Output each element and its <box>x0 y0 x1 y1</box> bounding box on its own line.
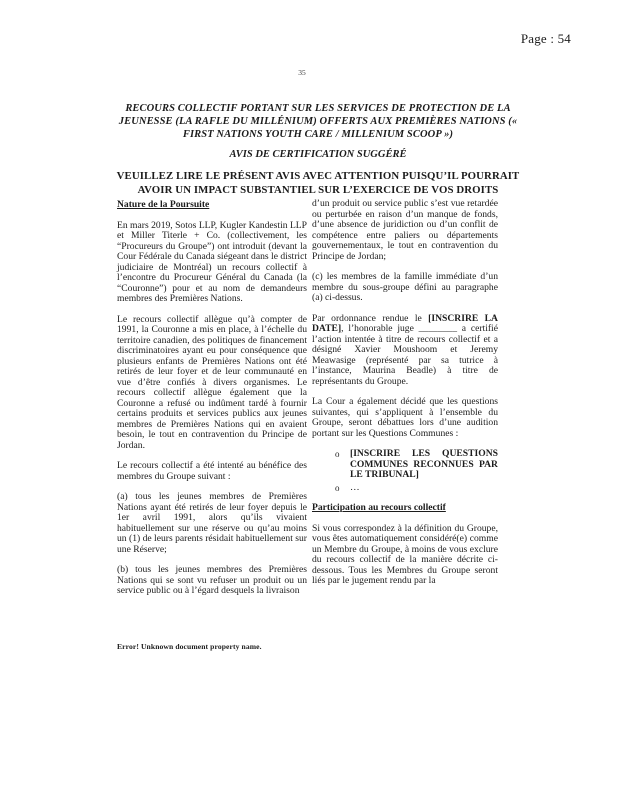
paragraph-common-questions-intro: La Cour a également décidé que les questions suivantes, qui s’appliquent à l’ensemble du Groupe, seront débattues lors d’une audition portant sur les Questions Communes : <box>312 396 498 439</box>
paragraph-participation: Si vous correspondez à la définition du Groupe, vous êtes automatiquement considéré(e) comme un Membre du Groupe, à moins de vous exclure du recours collectif de la manière décrite ci-dessous. Tous les Membres du Groupe seront liés par le jugement rendu par la <box>312 522 498 586</box>
list-item <box>312 483 498 494</box>
bullet-icon: o <box>335 482 340 493</box>
paragraph-allegations: Le recours collectif allègue qu’à compter de 1991, la Couronne a mis en place, à l’échelle du territoire canadien, des politiques de financement discriminatoires ayant eu pour conséquence que plusieurs enfants de Premières Nations ont été retirés de leur foyer et de leur communauté en vue d’être confiés à divers organismes. Le recours collectif allègue également que la Couronne a refusé ou indûment tardé à fournir certains produits et services publics aux jeunes membres de Premières Nations qui en avaient besoin, le tout en contravention du Principe de Jordan. <box>117 313 307 451</box>
bullet-icon: o <box>335 449 340 459</box>
order-text-pre: Par ordonnance rendue le <box>312 312 429 324</box>
internal-page-number: 35 <box>298 68 306 77</box>
paragraph-certification-order <box>312 314 498 388</box>
paragraph-item-b-continued: d’un produit ou service public s’est vue retardée ou perturbée en raison d’un manque de fonds, d’une absence de juridiction ou d’un conflit de compétence entre paliers ou départements gouvernementaux, le tout en contravention du Principe de Jordan; <box>312 198 498 262</box>
list-item <box>312 449 498 481</box>
section-heading-participation: Participation au recours collectif <box>312 502 446 513</box>
paragraph-intro: En mars 2019, Sotos LLP, Kugler Kandestin LLP et Miller Titerle + Co. (collectivement, les “Procureurs du Groupe”) ont introduit (devant la Cour Fédérale du Canada siégeant dans le district judiciaire de Montréal) un recours collectif à l’encontre du Procureur Général du Canada (la “Couronne”) pour et au nom de demandeurs membres des Premières Nations. <box>117 219 307 304</box>
right-column <box>312 199 498 597</box>
paragraph-group-intro: Le recours collectif a été intenté au bénéfice des membres du Groupe suivant : <box>117 460 307 482</box>
page-header-label: Page : 54 <box>520 31 571 46</box>
left-column <box>117 200 307 607</box>
footer-error-text: Error! Unknown document property name. <box>117 642 262 651</box>
doc-warning-notice: VEUILLEZ LIRE LE PRÉSENT AVIS AVEC ATTENTION PUISQU’IL POURRAIT AVOIR UN IMPACT SUBSTANTIEL SUR L’EXERCICE DE VOS DROITS <box>116 170 520 196</box>
group-definition-item-a: (a) tous les jeunes membres de Premières Nations ayant été retirés de leur foyer depuis le 1er avril 1991, alors qu’ils vivaient habituellement sur une réserve ou qu’au moins un (1) de leurs parents résidait habituellement sur une Réserve; <box>117 491 307 555</box>
bullet-text-ellipsis: … <box>350 481 360 493</box>
doc-subtitle: AVIS DE CERTIFICATION SUGGÉRÉ <box>229 149 407 160</box>
section-heading-nature: Nature de la Poursuite <box>117 199 210 210</box>
order-placeholder-date: [INSCRIRE LA DATE] <box>312 312 498 334</box>
order-text-post: , l’honorable juge ________ a certifié l’action intentée à titre de recours collectif et a désigné Xavier Moushoom et Jeremy Meawasige (représenté par sa tutrice à l’instance, Maurina Beadle) à titre de représentants du Groupe. <box>312 323 498 387</box>
group-definition-item-c: (c) les membres de la famille immédiate d’un membre du sous-groupe défini au paragraphe (a) ci-dessus. <box>312 271 498 303</box>
common-questions-list <box>312 449 498 493</box>
bullet-text-questions-placeholder: [INSCRIRE LES QUESTIONS COMMUNES RECONNUES PAR LE TRIBUNAL] <box>350 448 498 480</box>
doc-title: RECOURS COLLECTIF PORTANT SUR LES SERVICES DE PROTECTION DE LA JEUNESSE (LA RAFLE DU MILLÉNIUM) OFFERTS AUX PREMIÈRES NATIONS (« FIRST NATIONS YOUTH CARE / MILLENIUM SCOOP ») <box>118 103 518 140</box>
group-definition-item-b: (b) tous les jeunes membres des Premières Nations qui se sont vu refuser un produit ou un service public ou à l’égard desquels la livraison <box>117 564 307 596</box>
title-block <box>102 102 534 197</box>
